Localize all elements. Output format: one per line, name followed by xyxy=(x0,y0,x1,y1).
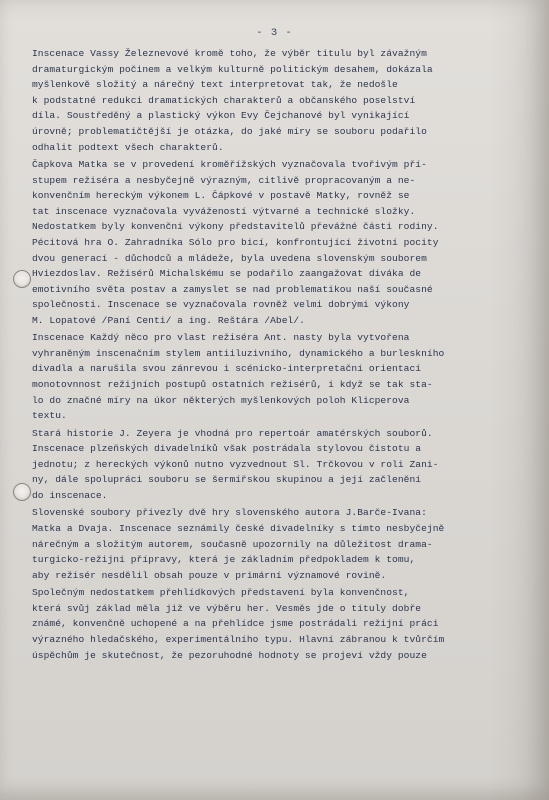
document-body xyxy=(32,46,532,663)
text-line: konvenčním hereckým výkonem L. Čápkové v postavě Matky, rovněž se xyxy=(32,190,410,202)
text-line: myšlenkově složitý a nárečný text interpretovat tak, že nedošle xyxy=(32,79,398,91)
text-line: aby režisér nesdělil obsah pouze v primární významové rovině. xyxy=(32,569,387,581)
text-line: Nedostatkem byly konvenční výkony představitelů převážné části rodiny. xyxy=(32,221,439,233)
text-line: textu. xyxy=(32,410,67,422)
text-line: Čapkova Matka se v provedení kroměřížských vyznačovala tvořivým pří- xyxy=(32,158,427,170)
paragraph xyxy=(32,157,532,329)
text-line: Stará historie J. Zeyera je vhodná pro repertoár amatérských souborů. xyxy=(32,427,433,439)
paragraph xyxy=(32,46,532,155)
paragraph xyxy=(32,330,532,424)
text-line: M. Lopatové /Paní Centi/ a ing. Reštára /Abel/. xyxy=(32,314,305,326)
text-line: úrovně; problematičtější je otázka, do jaké míry se souboru podařilo xyxy=(32,125,427,137)
text-line: stupem režiséra a nesbyčejně výrazným, citlivě propracovaným a ne- xyxy=(32,174,416,186)
text-line: výrazného hledačského, experimentálního typu. Hlavní zábranou k tvůrčím xyxy=(32,633,445,645)
text-line: monotovnnost režijních postupů ostatních režisérů, i když se tak sta- xyxy=(32,379,433,391)
text-line: nárečným a složitým autorem, současně upozornily na důležitost drama- xyxy=(32,538,433,550)
text-line: ny, dále spolupráci souboru se šermířskou skupinou a její začlenění xyxy=(32,474,422,486)
text-line: dramaturgickým počinem a velkým kulturně politickým desahem, dokázala xyxy=(32,63,433,75)
text-line: lo do značné míry na úkor některých myšlenkových poloh Klicperova xyxy=(32,394,410,406)
text-line: díla. Soustředěný a plastický výkon Evy Čejchanové byl vynikající xyxy=(32,110,410,122)
punch-hole xyxy=(14,271,30,287)
paragraph xyxy=(32,505,532,583)
text-line: Inscenace plzeňských divadelníků však postrádala stylovou čistotu a xyxy=(32,443,422,455)
text-line: dvou generací - důchodců a mládeže, byla uvedena slovenským souborem xyxy=(32,252,427,264)
text-line: která svůj základ měla již ve výběru her. Vesměs jde o tituly dobře xyxy=(32,602,422,614)
text-line: společnosti. Inscenace se vyznačovala rovněž velmi dobrými výkony xyxy=(32,299,410,311)
text-line: turgicko-režijní přípravy, která je základním předpokladem k tomu, xyxy=(32,554,416,566)
text-line: jednotu; z hereckých výkonů nutno vyzvednout Sl. Trčkovou v roli Zani- xyxy=(32,458,439,470)
text-line: vyhraněným inscenačním stylem antiiluzivního, dynamického a burleskního xyxy=(32,347,445,359)
punch-hole xyxy=(14,484,30,500)
text-line: divadla a narušila svou zánrevou i scénicko-interpretační orientací xyxy=(32,363,422,375)
text-line: odhalit podtext všech charakterů. xyxy=(32,141,224,153)
text-line: Společným nedostatkem přehlídkových představení byla konvenčnost, xyxy=(32,587,410,599)
text-line: úspěchům je skutečnost, že pezoruhodné hodnoty se projeví vždy pouze xyxy=(32,649,427,661)
page-number: - 3 - xyxy=(256,27,293,39)
text-line: Inscenace Vassy Železnevové kromě toho, že výběr titulu byl závažným xyxy=(32,48,427,59)
paragraph xyxy=(32,585,532,663)
text-line: k podstatné redukci dramatických charakterů a občanského poselství xyxy=(32,94,416,106)
text-line: Hviezdoslav. Režisérů Michalskému se podařilo zaangažovat diváka de xyxy=(32,268,422,280)
text-line: emotivního světa postav a zamyslet se nad problematikou naší současné xyxy=(32,283,433,295)
text-line: tat inscenace vyznačovala vyvážeností výtvarné a technické složky. xyxy=(32,205,416,217)
text-line: Slovenské soubory přivezly dvě hry slovenského autora J.Barče-Ivana: xyxy=(32,507,427,519)
text-line: Inscenace Každý něco pro vlast režiséra Ant. nasty byla vytvořena xyxy=(32,332,410,344)
text-line: Pécitová hra O. Zahradníka Sólo pro bicí, konfrontující životní pocity xyxy=(32,236,439,248)
text-line: známé, konvenčně uchopené a na přehlídce jsme postrádali režijní práci xyxy=(32,618,439,630)
text-line: do inscenace. xyxy=(32,490,108,502)
text-line: Matka a Dvaja. Inscenace seznámily české divadelníky s tímto nesbyčejně xyxy=(32,523,445,534)
paragraph xyxy=(32,426,532,504)
